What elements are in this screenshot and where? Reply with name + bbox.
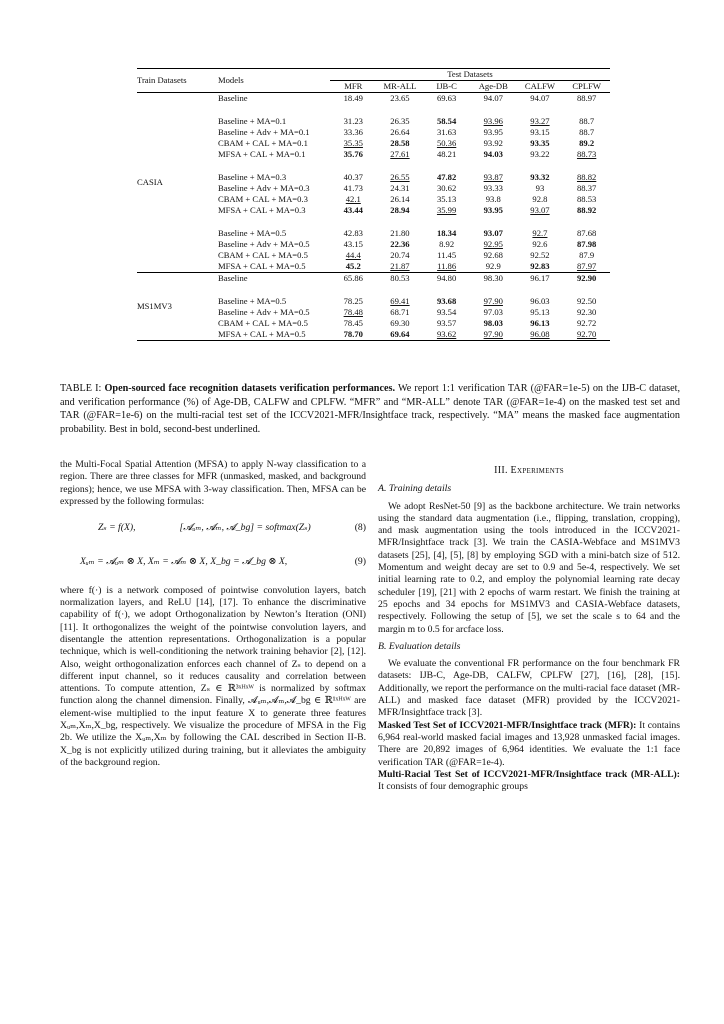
metric-value: 93.62 [436,329,457,339]
model-name: CBAM + CAL + MA=0.5 [217,250,308,260]
metric-value: 11.45 [437,250,457,260]
model-name: MFSA + CAL + MA=0.5 [217,329,306,339]
metric-value: 92.30 [576,307,597,317]
metric-value: 98.30 [483,273,503,283]
paragraph-lead: Masked Test Set of ICCV2021-MFR/Insightface track (MFR): [378,719,637,731]
metric-value: 97.90 [483,329,503,339]
metric-value: 58.54 [436,116,457,126]
metric-value: 43.15 [343,239,363,249]
metric-value: 35.35 [343,138,363,148]
metric-value: 48.21 [436,149,457,159]
metric-value: 26.14 [390,194,410,204]
train-dataset-label: MS1MV3 [137,301,172,311]
model-name: Baseline + MA=0.1 [217,116,287,126]
metric-value: 87.98 [576,239,597,249]
metric-value: 96.17 [530,273,550,283]
metric-value: 78.25 [343,296,363,306]
table-row [137,273,610,285]
metric-value: 69.64 [390,329,410,339]
equation-number: (9) [354,556,366,568]
metric-value: 23.65 [390,93,410,103]
metric-value: 93.33 [483,183,503,193]
metric-value: 31.63 [436,127,457,137]
metric-value: 93.68 [436,296,457,306]
metric-value: 50.36 [436,138,457,148]
metric-value: 87.97 [576,261,597,271]
metric-value: 93.27 [530,116,550,126]
metric-value: 92.95 [483,239,503,249]
metric-value: 65.86 [343,273,363,283]
model-name: Baseline + Adv + MA=0.5 [217,239,310,249]
metric-value: 93 [535,183,545,193]
column-header: IJB-C [436,81,457,91]
model-name: Baseline + MA=0.5 [217,296,287,306]
metric-value: 8.92 [439,239,455,249]
header-models: Models [217,75,244,85]
metric-value: 18.49 [343,93,363,103]
metric-value: 93.07 [483,228,503,238]
metric-value: 93.92 [483,138,503,148]
paragraph [378,769,680,794]
metric-value: 97.90 [483,296,503,306]
metric-value: 93.57 [436,318,457,328]
metric-value: 28.58 [390,138,410,148]
metric-value: 78.48 [343,307,363,317]
metric-value: 92.68 [483,250,503,260]
metric-value: 43.44 [343,205,363,215]
right-column [378,459,680,793]
metric-value: 21.87 [390,261,410,271]
metric-value: 94.03 [483,149,503,159]
model-name: CBAM + CAL + MA=0.3 [217,194,308,204]
metric-value: 88.73 [576,149,597,159]
metric-value: 45.2 [345,261,361,271]
section-heading: III. Experiments [494,465,564,476]
caption-title: Open-sourced face recognition datasets verification performances. [104,383,396,394]
metric-value: 92.50 [576,296,597,306]
metric-value: 94.80 [436,273,457,283]
metric-value: 80.53 [390,273,410,283]
metric-value: 35.99 [436,205,457,215]
equation-9-body: Xᵤₘ = 𝓐ᵤₘ ⊗ X, Xₘ = 𝓐ₘ ⊗ X, X_bg = 𝓐_bg ⊗ X, [80,556,288,568]
equation-9 [60,556,366,568]
metric-value: 42.83 [343,228,363,238]
metric-value: 41.73 [343,183,363,193]
metric-value: 88.97 [576,93,597,103]
subsection-heading: B. Evaluation details [378,640,461,652]
paragraph: where f(·) is a network composed of pointwise convolution layers, batch normalization layers, and ReLU [14], [17]. To enhance the discriminative capability of f(·), we adopt Orthogonalization by Newton’s Iteration (ONI) [11]. It orthogonalizes the weight of the pointwise convolution layers, and disentangle the attention representations. Orthogonalization is a popular technique, which is well-conditioning the network training behavior [2], [12]. Also, weight orthogonalization enforces each channel of Zₛ to depend on a different input channel, so it reduces causality and correlation between attentions. To compute attention, Zₛ ∈ ℝ³ˣᴴˣᵂ is normalized by softmax function along the channel dimension. Finally, 𝓐ᵤₘ,𝓐ₘ,𝓐_bg ∈ ℝ¹ˣᴴˣᵂ are element-wise multiplied to the input feature X to generate three features Xᵤₘ,Xₘ,X_bg, respectively. We visualize the procedure of MFSA in the Fig 2b. We utilize the Xᵤₘ,Xₘ by following the CAL described in Section II-B. X_bg is not explicitly utilized during training, but it alleviates the ambiguity of the background region. [60,584,366,768]
equation-number: (8) [354,522,366,534]
metric-value: 78.70 [343,329,363,339]
metric-value: 33.36 [343,127,363,137]
header-train-datasets: Train Datasets [137,75,187,85]
metric-value: 92.9 [485,261,501,271]
model-name: Baseline + Adv + MA=0.5 [217,307,310,317]
metric-value: 40.37 [343,172,363,182]
header-test-datasets: Test Datasets [330,69,610,81]
metric-value: 26.35 [390,116,410,126]
column-header: CPLFW [572,81,601,91]
metric-value: 92.6 [532,239,548,249]
equation-8 [60,522,366,534]
column-header: MR-ALL [383,81,417,91]
metric-value: 93.35 [530,138,550,148]
model-name: Baseline + Adv + MA=0.1 [217,127,310,137]
metric-value: 92.90 [576,273,597,283]
metric-value: 92.7 [532,228,548,238]
metric-value: 69.63 [436,93,457,103]
metric-value: 88.7 [579,116,595,126]
metric-value: 96.08 [530,329,550,339]
model-name: Baseline + MA=0.3 [217,172,287,182]
metric-value: 20.74 [390,250,410,260]
metric-value: 93.07 [530,205,550,215]
metric-value: 35.76 [343,149,363,159]
metric-value: 93.8 [485,194,501,204]
metric-value: 94.07 [483,93,503,103]
metric-value: 97.03 [483,307,503,317]
table-row [137,93,610,105]
metric-value: 93.87 [483,172,503,182]
metric-value: 78.45 [343,318,363,328]
metric-value: 88.7 [579,127,595,137]
paragraph-lead: Multi-Racial Test Set of ICCV2021-MFR/Insightface track (MR-ALL): [378,768,680,780]
metric-value: 11.86 [437,261,457,271]
column-header: MFR [344,81,363,91]
metric-value: 88.37 [576,183,597,193]
model-name: Baseline + Adv + MA=0.3 [217,183,310,193]
metric-value: 24.31 [390,183,410,193]
paragraph: We evaluate the conventional FR performance on the four benchmark FR datasets: IJB-C, Age-DB, CALFW, CPLFW [27], [16], [28], [15]. Additionally, we report the performance on the multi-racial face dataset (MR-ALL) and masked face dataset (MFR) provided by the ICCV2021-MFR/Insightface track [3]. [378,658,680,719]
metric-value: 96.13 [530,318,550,328]
paragraph-text: It contains 6,964 real-world masked facial images and 13,928 unmasked facial images. There are 20,892 images of 6,964 identities. We evaluate the 1:1 face verification TAR (@FAR=1e-4). [378,719,681,768]
metric-value: 26.55 [390,172,410,182]
model-name: Baseline [217,273,248,283]
metric-value: 87.9 [579,250,595,260]
metric-value: 92.83 [530,261,550,271]
metric-value: 69.41 [390,296,410,306]
metric-value: 87.68 [576,228,597,238]
metric-value: 27.61 [390,149,410,159]
subsection-heading: A. Training details [378,483,452,495]
metric-value: 69.30 [390,318,410,328]
metric-value: 92.52 [530,250,550,260]
metric-value: 88.53 [576,194,597,204]
metric-value: 92.72 [576,318,597,328]
metric-value: 94.07 [530,93,550,103]
equation-8-rhs: [𝓐ᵤₘ, 𝓐ₘ, 𝓐_bg] = softmax(Zₛ) [179,522,311,534]
metric-value: 88.82 [576,172,597,182]
caption-text: We report 1:1 verification TAR (@FAR=1e-5) on the IJB-C dataset, and verification performance (%) of Age-DB, CALFW and CPLFW. “MFR” and “MR-ALL” denote TAR (@FAR=1e-4) on the masked test set and TAR (@FAR=1e-6) on the multi-racial test set of the ICCV2021-MFR/Insightface track, respectively. “MA” means the masked face augmentation probability. Best in bold, second-best underlined. [60,383,680,435]
column-header: Age-DB [478,81,508,91]
model-name: CBAM + CAL + MA=0.5 [217,318,308,328]
metric-value: 93.54 [436,307,457,317]
equation-8-lhs: Zₛ = f(X), [98,522,136,534]
metric-value: 98.03 [483,318,503,328]
model-name: Baseline [217,93,248,103]
left-column [60,459,366,769]
metric-value: 93.95 [483,127,503,137]
metric-value: 42.1 [345,194,361,204]
model-name: Baseline + MA=0.5 [217,228,287,238]
metric-value: 95.13 [530,307,550,317]
metric-value: 89.2 [579,138,595,148]
metric-value: 30.62 [436,183,457,193]
metric-value: 18.34 [436,228,457,238]
metric-value: 68.71 [390,307,410,317]
metric-value: 28.94 [390,205,410,215]
column-header: CALFW [524,81,555,91]
metric-value: 44.4 [345,250,361,260]
table-caption [60,382,680,436]
metric-value: 93.95 [483,205,503,215]
metric-value: 21.80 [390,228,410,238]
metric-value: 88.92 [576,205,597,215]
model-name: MFSA + CAL + MA=0.1 [217,149,306,159]
metric-value: 93.15 [530,127,550,137]
caption-label: TABLE I: [60,383,105,394]
model-name: CBAM + CAL + MA=0.1 [217,138,308,148]
metric-value: 22.36 [390,239,410,249]
train-dataset-label: CASIA [137,177,163,187]
metric-value: 92.70 [576,329,597,339]
metric-value: 47.82 [436,172,457,182]
metric-value: 31.23 [343,116,363,126]
paragraph: the Multi-Focal Spatial Attention (MFSA) to apply N-way classification to a region. There are three classes for MFR (unmasked, masked, and background regions); hence, we use MFSA with 3-way classification. Then, MFSA can be expressed by the following formulas: [60,459,366,507]
metric-value: 93.32 [530,172,550,182]
metric-value: 96.03 [530,296,550,306]
metric-value: 35.13 [436,194,457,204]
metric-value: 26.64 [390,127,410,137]
model-name: MFSA + CAL + MA=0.5 [217,261,306,271]
metric-value: 92.8 [532,194,548,204]
paragraph [378,720,680,769]
model-name: MFSA + CAL + MA=0.3 [217,205,306,215]
metric-value: 93.96 [483,116,503,126]
paragraph-text: It consists of four demographic groups [378,781,528,793]
paragraph: We adopt ResNet-50 [9] as the backbone architecture. We train networks using the standard data augmentation (i.e., flipping, translation, cropping), and mask augmentation using the tools introduced in the ICCV2021-MFR/Insightface track [3]. We train the CASIA-Webface and MS1MV3 datasets [25], [4], [5], [8] by employing SGD with a mini-batch size of 512. Momentum and weight decay are set to 0.9 and 5e-4, respectively. We set initial learning rate to 0.2, and employ the polynomial learning rate decay scheduler [19], [21] with 2 epochs of warm restart. We finish the training at 25 epochs and 34 epochs for MS1MV3 and CASIA-Webface datasets, respectively. Following the setup of [5], we set the scale s to 64 and the margin m to 0.5 for arcface loss. [378,500,680,635]
results-table [137,68,610,341]
metric-value: 93.22 [530,149,550,159]
